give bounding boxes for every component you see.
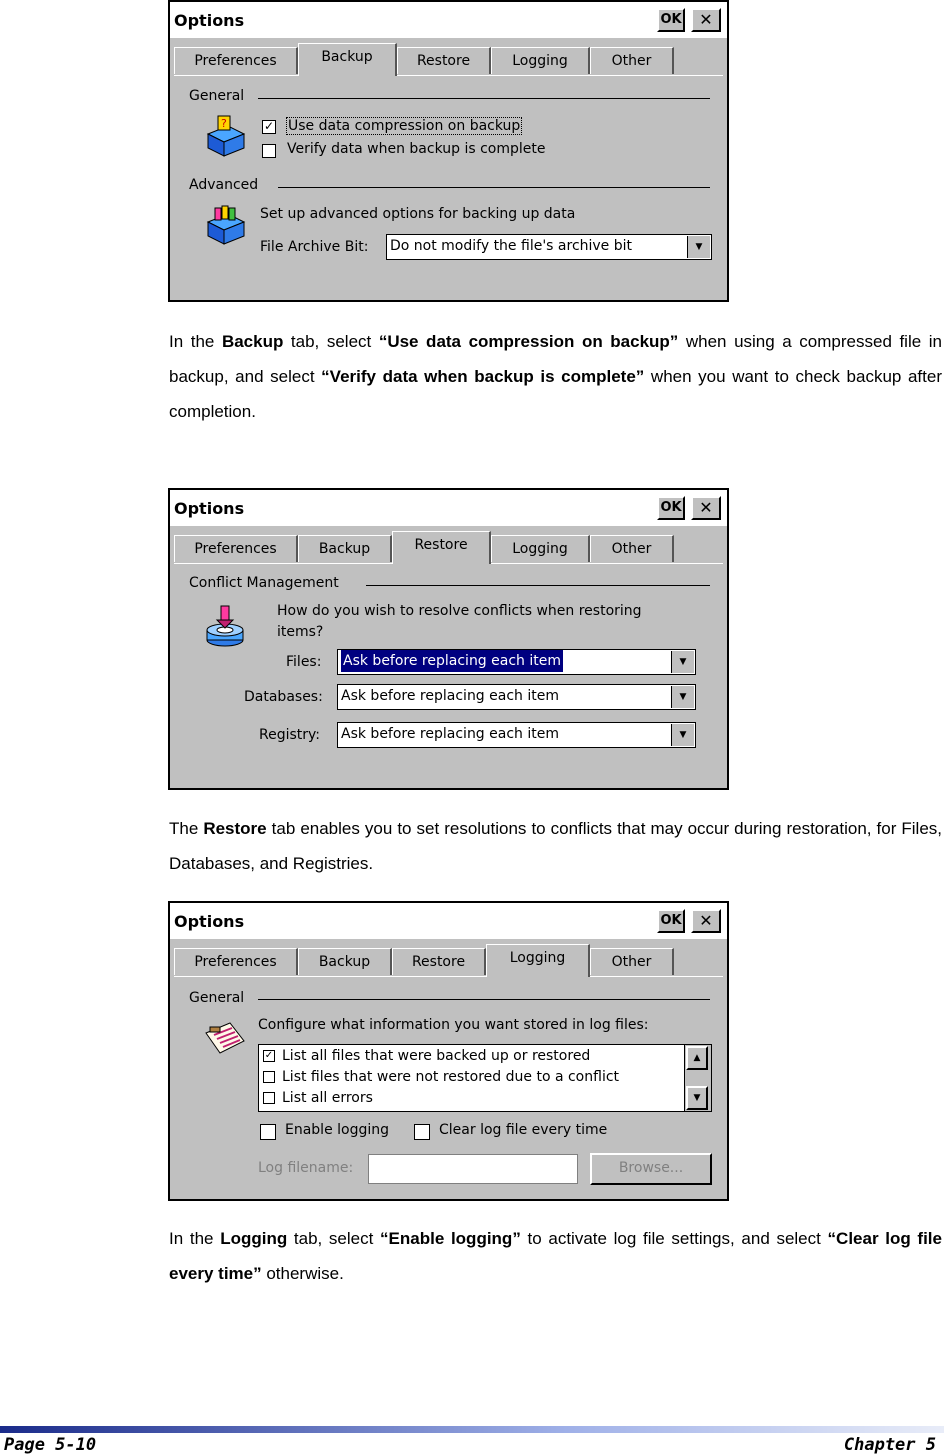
clear-log-label: Clear log file every time bbox=[439, 1122, 608, 1138]
scroll-down-icon[interactable]: ▼ bbox=[686, 1086, 708, 1110]
tab-preferences[interactable]: Preferences bbox=[174, 47, 298, 74]
clear-log-checkbox[interactable] bbox=[414, 1124, 430, 1140]
files-label: Files: bbox=[286, 654, 322, 670]
tab-other[interactable]: Other bbox=[590, 535, 674, 562]
ok-button[interactable]: OK bbox=[657, 909, 685, 933]
close-icon[interactable]: ✕ bbox=[691, 8, 721, 32]
compression-label: Use data compression on backup bbox=[288, 118, 521, 134]
list-item-checkbox[interactable]: ✓ bbox=[264, 1050, 274, 1061]
list-item-checkbox[interactable] bbox=[263, 1092, 275, 1104]
ok-button[interactable]: OK bbox=[657, 8, 685, 32]
log-filename-label: Log filename: bbox=[258, 1160, 354, 1176]
section-divider bbox=[366, 585, 710, 586]
tab-backup[interactable]: Backup bbox=[298, 43, 397, 76]
logging-caption bbox=[169, 1221, 942, 1291]
compression-checkbox[interactable]: ✓ bbox=[263, 119, 275, 133]
tab-strip bbox=[174, 944, 723, 977]
archive-bit-label: File Archive Bit: bbox=[260, 239, 369, 255]
log-options-list[interactable] bbox=[258, 1044, 712, 1112]
registry-dropdown[interactable] bbox=[337, 722, 696, 748]
title-bar bbox=[170, 2, 727, 38]
caption-text: In the bbox=[169, 1229, 221, 1248]
page-number: Page 5-10 bbox=[4, 1435, 97, 1455]
dialog-title: Options bbox=[174, 912, 245, 931]
registry-value: Ask before replacing each item bbox=[341, 726, 559, 742]
backup-box-icon bbox=[204, 114, 246, 158]
chevron-down-icon[interactable]: ▼ bbox=[687, 236, 710, 258]
caption-bold: “Enable logging” bbox=[380, 1229, 521, 1248]
browse-button[interactable]: Browse... bbox=[590, 1153, 712, 1185]
verify-checkbox[interactable] bbox=[262, 144, 276, 158]
verify-label: Verify data when backup is complete bbox=[287, 141, 546, 157]
configure-label: Configure what information you want stored in log files: bbox=[258, 1017, 649, 1033]
tab-logging[interactable]: Logging bbox=[486, 944, 590, 977]
databases-value: Ask before replacing each item bbox=[341, 688, 559, 704]
caption-text: tab, select bbox=[287, 1229, 381, 1248]
general-section-label: General bbox=[189, 88, 245, 104]
options-dialog-backup bbox=[168, 0, 729, 302]
tab-restore[interactable]: Restore bbox=[397, 47, 491, 74]
advanced-section-label: Advanced bbox=[189, 177, 259, 193]
restore-caption bbox=[169, 811, 942, 881]
caption-bold: “Use data compression on backup” bbox=[378, 332, 679, 351]
dialog-title: Options bbox=[174, 11, 245, 30]
tab-logging[interactable]: Logging bbox=[491, 535, 590, 562]
caption-text: otherwise. bbox=[261, 1264, 344, 1283]
caption-text: In the bbox=[169, 332, 222, 351]
caption-text: when using a compressed file in backup, and select bbox=[169, 332, 942, 386]
title-bar bbox=[170, 490, 727, 526]
tab-preferences[interactable]: Preferences bbox=[174, 535, 298, 562]
section-divider bbox=[278, 187, 710, 188]
conflict-section-label: Conflict Management bbox=[189, 575, 339, 591]
caption-text: tab, select bbox=[283, 332, 379, 351]
tab-strip bbox=[174, 43, 723, 76]
advanced-description: Set up advanced options for backing up data bbox=[260, 206, 576, 222]
conflict-question-line1: How do you wish to resolve conflicts when restoring bbox=[277, 603, 642, 619]
title-bar bbox=[170, 903, 727, 939]
caption-bold: Backup bbox=[221, 332, 284, 351]
files-dropdown[interactable] bbox=[337, 649, 696, 675]
databases-label: Databases: bbox=[244, 689, 323, 705]
general-section-label: General bbox=[189, 990, 245, 1006]
ok-button[interactable]: OK bbox=[657, 496, 685, 520]
tab-preferences[interactable]: Preferences bbox=[174, 948, 298, 975]
section-divider bbox=[258, 98, 710, 99]
list-item-label: List files that were not restored due to a conflict bbox=[282, 1069, 620, 1085]
close-icon[interactable]: ✕ bbox=[691, 496, 721, 520]
tab-restore[interactable]: Restore bbox=[392, 531, 491, 564]
caption-text: tab enables you to set resolutions to conflicts that may occur during restoration, for Files, Databases, and Registries. bbox=[169, 819, 942, 873]
dialog-title: Options bbox=[174, 499, 245, 518]
conflict-question-line2: items? bbox=[277, 624, 324, 640]
log-filename-input[interactable] bbox=[368, 1154, 578, 1184]
caption-bold: Logging bbox=[220, 1229, 288, 1248]
restore-icon bbox=[204, 602, 246, 648]
chevron-down-icon[interactable]: ▼ bbox=[671, 724, 694, 746]
tab-logging[interactable]: Logging bbox=[491, 47, 590, 74]
chapter-label: Chapter 5 bbox=[843, 1435, 936, 1455]
page-footer bbox=[0, 1426, 944, 1455]
chevron-down-icon[interactable]: ▼ bbox=[671, 686, 694, 708]
scrollbar[interactable] bbox=[684, 1045, 711, 1111]
enable-logging-label: Enable logging bbox=[285, 1122, 390, 1138]
archive-box-icon bbox=[204, 204, 246, 246]
list-item-checkbox[interactable] bbox=[263, 1071, 275, 1083]
caption-bold: “Clear log file every time” bbox=[169, 1229, 942, 1283]
section-divider bbox=[258, 999, 710, 1000]
caption-text: when you want to check backup after completion. bbox=[169, 367, 942, 421]
footer-rule bbox=[0, 1426, 944, 1433]
caption-text: The bbox=[169, 819, 204, 838]
databases-dropdown[interactable] bbox=[337, 684, 696, 710]
tab-other[interactable]: Other bbox=[590, 948, 674, 975]
files-value: Ask before replacing each item bbox=[341, 650, 563, 672]
caption-bold: Restore bbox=[203, 819, 267, 838]
chevron-down-icon[interactable]: ▼ bbox=[671, 651, 694, 673]
options-dialog-logging bbox=[168, 901, 729, 1201]
list-item-label: List all errors bbox=[282, 1090, 373, 1106]
registry-label: Registry: bbox=[259, 727, 321, 743]
tab-restore[interactable]: Restore bbox=[392, 948, 486, 975]
scroll-up-icon[interactable]: ▲ bbox=[686, 1046, 708, 1070]
svg-text:?: ? bbox=[221, 117, 227, 130]
caption-bold: “Verify data when backup is complete” bbox=[321, 367, 645, 386]
options-dialog-restore bbox=[168, 488, 729, 790]
caption-text: to activate log file settings, and select bbox=[520, 1229, 828, 1248]
log-clipboard-icon bbox=[204, 1019, 246, 1059]
tab-other[interactable]: Other bbox=[590, 47, 674, 74]
list-item-label: List all files that were backed up or restored bbox=[282, 1048, 591, 1064]
archive-bit-value: Do not modify the file's archive bit bbox=[390, 238, 633, 254]
tab-backup[interactable]: Backup bbox=[298, 535, 392, 562]
archive-bit-dropdown[interactable] bbox=[386, 234, 712, 260]
backup-caption bbox=[169, 324, 942, 429]
enable-logging-checkbox[interactable] bbox=[260, 1124, 276, 1140]
close-icon[interactable]: ✕ bbox=[691, 909, 721, 933]
tab-strip bbox=[174, 531, 723, 564]
tab-backup[interactable]: Backup bbox=[298, 948, 392, 975]
